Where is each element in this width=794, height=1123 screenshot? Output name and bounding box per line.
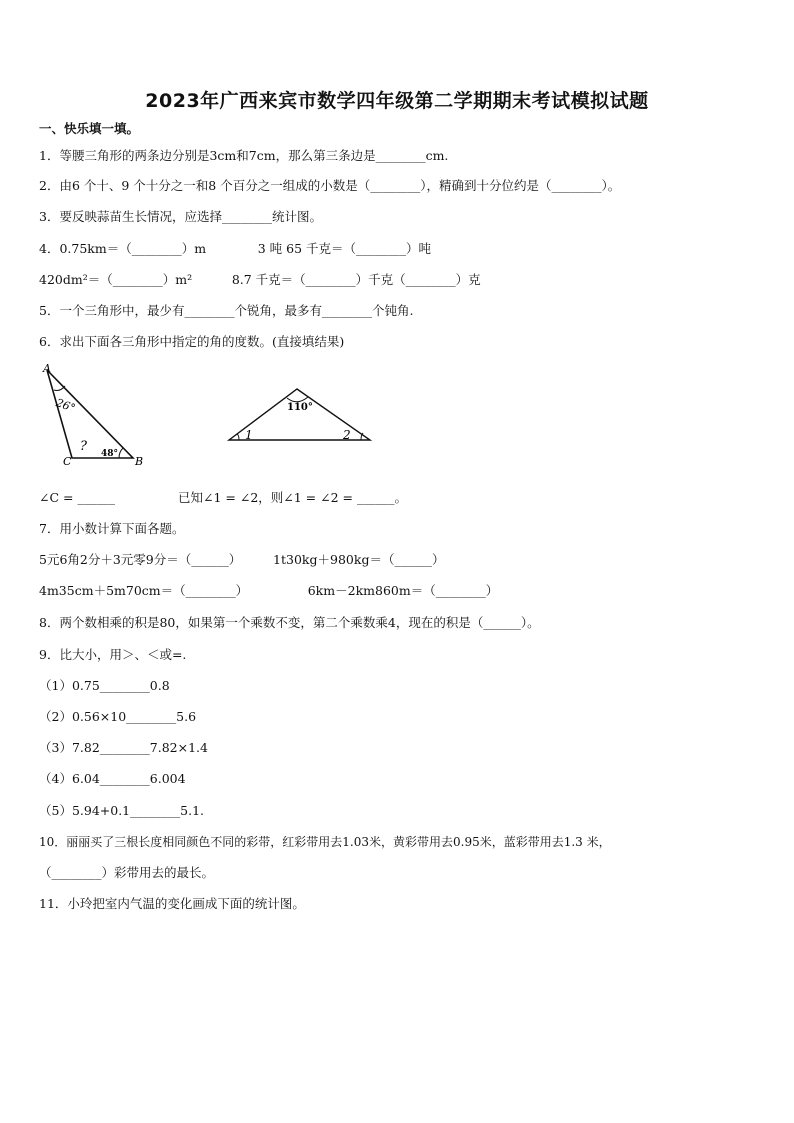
question-9: 9．比大小，用＞、＜或=. xyxy=(39,647,187,662)
triangle-figure-2 xyxy=(225,384,375,446)
question-3: 3．要反映蒜苗生长情况，应选择________统计图。 xyxy=(39,209,322,224)
vertex-a-label: A xyxy=(43,362,51,375)
question-7a: 5元6角2分＋3元零9分＝（______） 1t30kg＋980kg＝（______） xyxy=(39,552,445,567)
question-5: 5．一个三角形中，最少有________个锐角，最多有________个钝角. xyxy=(39,303,414,318)
question-10a: 10．丽丽买了三根长度相同颜色不同的彩带，红彩带用去1.03米，黄彩带用去0.95米，蓝彩带用去1.3 米， xyxy=(39,835,611,849)
question-7: 7．用小数计算下面各题。 xyxy=(39,521,185,536)
angle-2-label: 2 xyxy=(343,428,351,442)
question-4a: 4．0.75km＝（________）m 3 吨 65 千克＝（________）吨 xyxy=(39,241,431,256)
question-9-1: （1）0.75________0.8 xyxy=(39,678,170,693)
vertex-c-label: C xyxy=(63,455,72,468)
question-10b: （________）彩带用去的最长。 xyxy=(39,865,215,880)
question-9-2: （2）0.56×10________5.6 xyxy=(39,709,197,724)
question-7b: 4m35cm＋5m70cm＝（________） 6km－2km860m＝（________） xyxy=(39,583,499,598)
question-6: 6．求出下面各三角形中指定的角的度数。(直接填结果) xyxy=(39,334,345,349)
question-9-4: （4）6.04________6.004 xyxy=(39,771,186,786)
page-title: 2023年广西来宾市数学四年级第二学期期末考试模拟试题 xyxy=(145,90,649,112)
section-heading: 一、快乐填一填。 xyxy=(39,121,140,136)
question-8: 8．两个数相乘的积是80，如果第一个乘数不变，第二个乘数乘4，现在的积是（______）。 xyxy=(39,615,540,630)
question-4b: 420dm²＝（________）m² 8.7 千克＝（________）千克（________）克 xyxy=(39,272,481,287)
question-6b-answer: 已知∠1 = ∠2，则∠1 = ∠2 = ______。 xyxy=(178,490,407,505)
triangle-figure-1 xyxy=(38,362,158,470)
question-11: 11．小玲把室内气温的变化画成下面的统计图。 xyxy=(39,896,305,911)
question-9-3: （3）7.82________7.82×1.4 xyxy=(39,740,208,755)
angle-1-label: 1 xyxy=(245,428,253,442)
unknown-angle-label: ? xyxy=(80,439,87,454)
question-9-5: （5）5.94+0.1________5.1. xyxy=(39,803,204,818)
top-angle-label: 110° xyxy=(287,402,313,413)
vertex-b-label: B xyxy=(135,455,144,468)
angle-b-label: 48° xyxy=(101,449,119,459)
question-6a-answer: ∠C = ______ xyxy=(39,490,115,505)
question-2: 2．由6 个十、9 个十分之一和8 个百分之一组成的小数是（________），精确到十分位约是（________）。 xyxy=(39,178,621,193)
question-1: 1．等腰三角形的两条边分别是3cm和7cm，那么第三条边是________cm. xyxy=(39,148,449,163)
angle-a-label: 26° xyxy=(54,396,77,415)
